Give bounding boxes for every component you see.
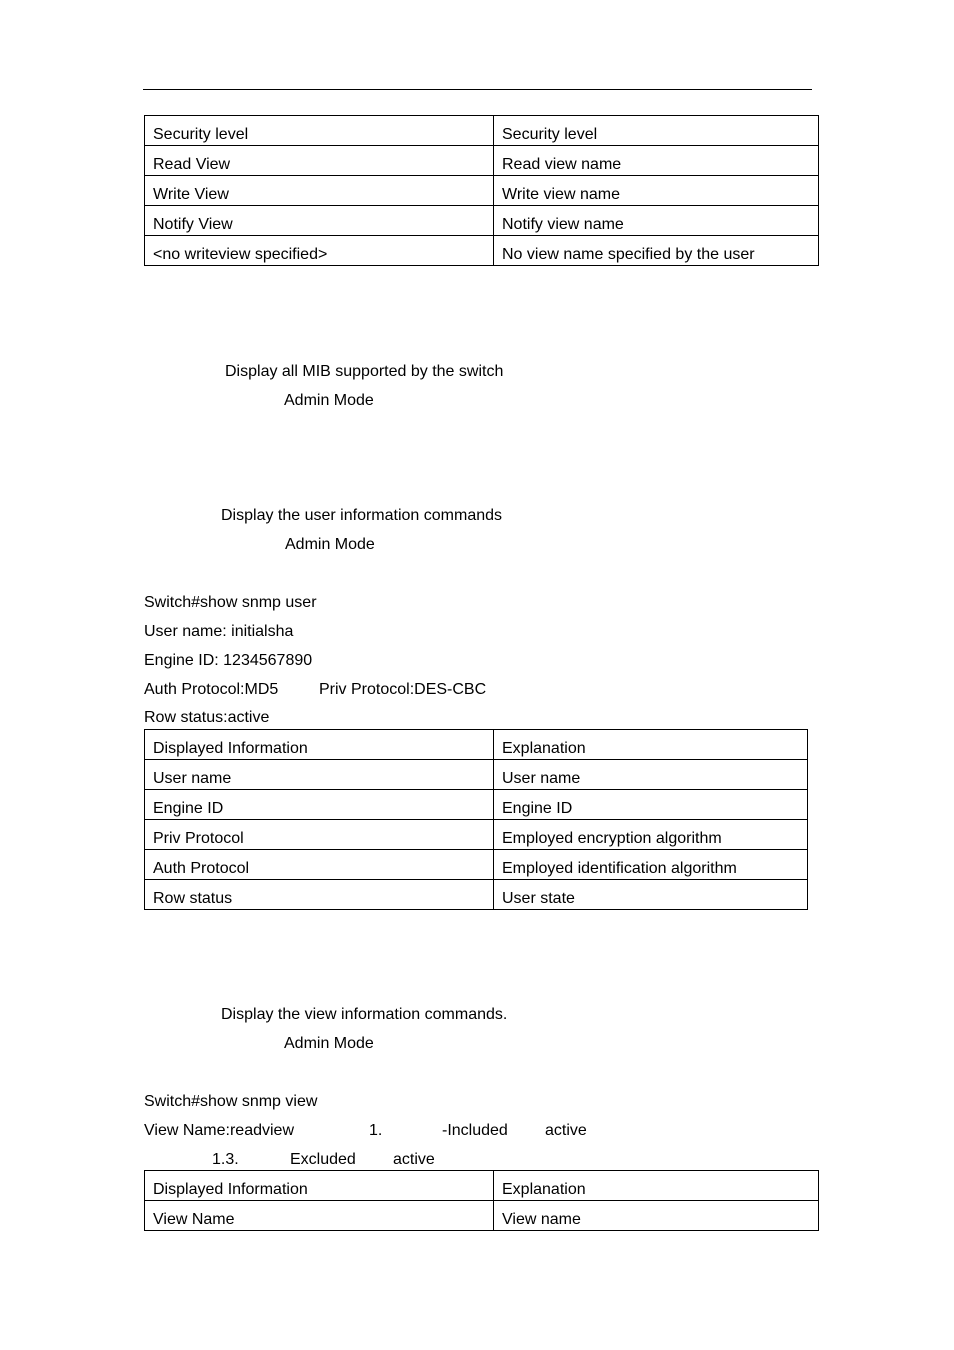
view-type-text: -Included [442,1122,508,1139]
table-cell: Write View [153,186,229,203]
table-cell: Row status [153,890,233,907]
view-status-text: active [393,1151,435,1168]
table-row [145,820,808,850]
view-status-text: active [545,1122,587,1139]
table-row [145,1171,819,1201]
table-cell: Displayed Information [153,740,308,757]
user-mode-text: Admin Mode [285,536,375,553]
table-cell: Displayed Information [153,1181,308,1198]
view-oid-text: 1. [369,1122,383,1139]
table-cell: User name [502,770,581,787]
table-cell: Engine ID [502,800,573,817]
table-row [145,146,819,176]
table-cell: Read View [153,156,231,173]
table-cell: User state [502,890,575,907]
auth-protocol-text: Auth Protocol:MD5 [144,681,279,698]
table-cell: No view name specified by the user [502,246,755,263]
table-cell: Employed identification algorithm [502,860,737,877]
table-cell: Priv Protocol [153,830,244,847]
table-row [145,236,819,266]
table-row [145,1201,819,1231]
table-cell: Write view name [502,186,620,203]
table-cell: Security level [153,126,249,143]
example-line: Switch#show snmp user [144,594,317,611]
table-cell: View name [502,1211,581,1228]
security-table [144,115,819,266]
view-info-table [144,1170,819,1231]
view-function-text: Display the view information commands. [221,1006,508,1023]
table-cell: View Name [153,1211,235,1228]
example-line: Engine ID: 1234567890 [144,652,313,669]
table-row [145,116,819,146]
table-cell: User name [153,770,232,787]
table-cell: Read view name [502,156,622,173]
priv-protocol-text: Priv Protocol:DES-CBC [319,681,487,698]
table-cell: Notify View [153,216,233,233]
view-oid-text: 1.3. [212,1151,239,1168]
example-line: Switch#show snmp view [144,1093,318,1110]
mib-function-text: Display all MIB supported by the switch [225,363,504,380]
example-line: User name: initialsha [144,623,294,640]
table-row [145,850,808,880]
table-row [145,760,808,790]
view-name-text: View Name:readview [144,1122,294,1139]
table-row [145,206,819,236]
row-status-text: Row status:active [144,709,270,726]
table-row [145,790,808,820]
table-cell: Engine ID [153,800,224,817]
user-info-table [144,729,808,910]
table-row [145,176,819,206]
table-cell: Employed encryption algorithm [502,830,722,847]
view-mode-text: Admin Mode [284,1035,374,1052]
mib-mode-text: Admin Mode [284,392,374,409]
table-cell: Explanation [502,740,586,757]
page-header-rule [143,89,812,90]
table-cell: Security level [502,126,598,143]
table-row [145,880,808,910]
user-function-text: Display the user information commands [221,507,503,524]
table-cell: Explanation [502,1181,586,1198]
table-row [145,730,808,760]
table-cell: Notify view name [502,216,624,233]
table-cell: <no writeview specified> [153,246,328,263]
view-type-text: Excluded [290,1151,356,1168]
table-cell: Auth Protocol [153,860,250,877]
